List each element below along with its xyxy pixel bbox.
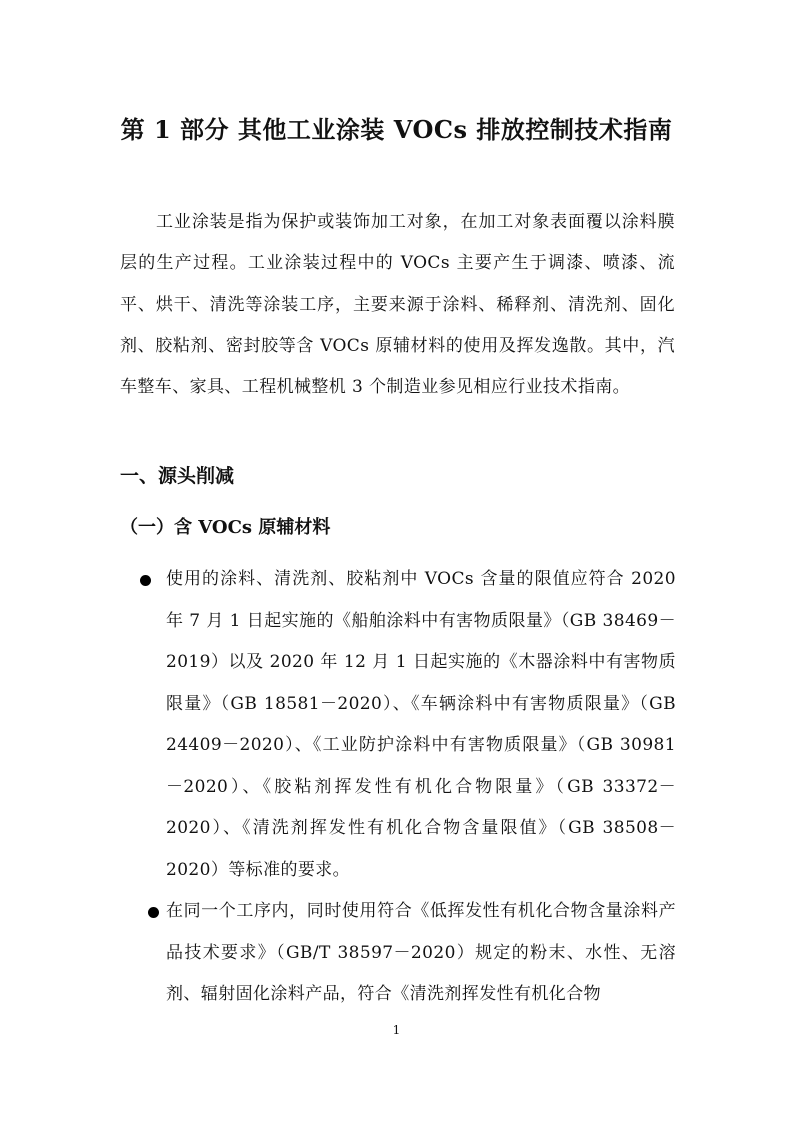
bullet-dot-icon <box>148 907 159 918</box>
bullet-item <box>166 559 676 891</box>
bullet-dot-icon <box>140 575 151 586</box>
page-number: 1 <box>392 1023 401 1037</box>
bullet-item-text: 使用的涂料、清洗剂、胶粘剂中 VOCs 含量的限值应符合 2020 年 7 月 1 日起实施的《船舶涂料中有害物质限量》（GB 38469－2019）以及 2020 年 12 月 1 日起实施的《木器涂料中有害物质限量》（GB 18581－2020）、《车辆涂料中有害物质限量》（GB 24409－2020）、《工业防护涂料中有害物质限量》（GB 30981－2020）、《胶粘剂挥发性有机化合物限量》（GB 33372－2020）、《清洗剂挥发性有机化合物含量限值》（GB 38508－2020）等标准的要求。 <box>166 569 676 880</box>
subsection-heading: （一）含 VOCs 原辅材料 <box>120 517 331 538</box>
bullet-item-text: 在同一个工序内，同时使用符合《低挥发性有机化合物含量涂料产品技术要求》（GB/T 38597－2020）规定的粉末、水性、无溶剂、辐射固化涂料产品，符合《清洗剂挥发性有机化合物 <box>166 901 676 1004</box>
section-heading: 一、源头削减 <box>120 465 235 487</box>
bullet-item <box>166 891 676 1016</box>
document-title: 第 1 部分 其他工业涂装 VOCs 排放控制技术指南 <box>120 115 673 144</box>
intro-paragraph: 工业涂装是指为保护或装饰加工对象，在加工对象表面覆以涂料膜层的生产过程。工业涂装过程中的 VOCs 主要产生于调漆、喷漆、流平、烘干、清洗等涂装工序，主要来源于涂料、稀释剂、清洗剂、固化剂、胶粘剂、密封胶等含 VOCs 原辅材料的使用及挥发逸散。其中，汽车整车、家具、工程机械整机 3 个制造业参见相应行业技术指南。 <box>120 212 675 398</box>
